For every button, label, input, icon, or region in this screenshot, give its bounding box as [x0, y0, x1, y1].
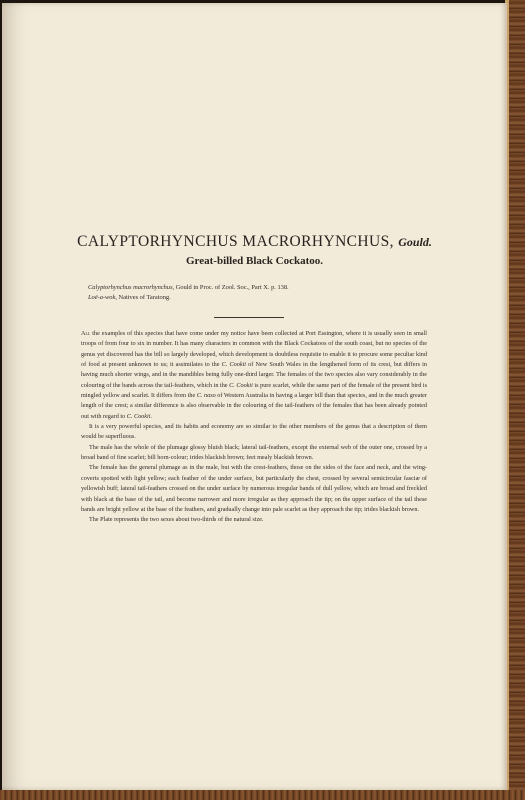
page-title — [2, 233, 507, 251]
paragraph-1: All the examples of this species that have come under my notice have been collected at Port Essington, where it is usually seen in small troops of from four to six in number. It has many characters in common with the Black Cockatoos of the south coast, but no species of the genus yet discovered has the bill so largely developed, which development is doubtless requisite to enable it to procure some peculiar kind of food at present unknown to us; it assimilates to the C. Cookii of New South Wales in the lengthened form of its crest, but differs in having much shorter wings, and in the mandibles being fully one-third larger. The females of the two species also vary considerably in the colouring of the bands across the tail-feathers, which in the C. Cookii is pure scarlet, while the same part of the female of the present bird is mingled yellow and scarlet. It differs from the C. naso of Western Australia in having a larger bill than that species, and in the much greater length of the crest; a similar difference is also observable in the colouring of the tail-feathers of the females that has been already pointed out with regard to C. Cookii. — [81, 330, 427, 420]
paragraph-2: It is a very powerful species, and its habits and economy are so similar to the other members of the genus that a description of them would be superfluous. — [81, 423, 427, 441]
common-name: Great-billed Black Cockatoo. — [186, 255, 323, 267]
synonymy-block — [88, 283, 448, 302]
book-binding-edge — [505, 0, 525, 800]
book-bottom-edge — [0, 790, 525, 800]
paragraph-5: The Plate represents the two sexes about two-thirds of the natural size. — [89, 516, 264, 524]
synonym-line-1: Calyptorhynchus macrorhynchus, Gould in Proc. of Zool. Soc., Part X. p. 138. — [88, 284, 289, 291]
paragraph-4: The female has the general plumage as in the male, but with the crest-feathers, those on the sides of the face and neck, and the wing-coverts spotted with light yellow; each feather of the under surface, but particularly the chest, crossed by several semicircular fasciæ of yellowish buff; lateral tail-feathers crossed on the under surface by numerous irregular bands of dull yellow, which are broad and freckled with black at the base of the tail, and become narrower and more irregular as they approach the tip; on the upper surface of the tail these bands are bright yellow at the base of the feathers, and gradually change into pale scarlet as they approach the tip; irides blackish brown. — [81, 464, 427, 513]
divider-rule — [214, 317, 284, 318]
species-name: CALYPTORHYNCHUS MACRORHYNCHUS, — [77, 233, 394, 250]
synonym-line-2: Loë-a-wok, Natives of Taratong. — [88, 293, 171, 301]
book-page — [2, 3, 507, 790]
description-text — [81, 329, 427, 526]
paragraph-3: The male has the whole of the plumage glossy bluish black; lateral tail-feathers, except the external web of the outer one, crossed by a broad band of fine scarlet; bill horn-colour; irides blackish brown; feet mealy blackish brown. — [81, 443, 427, 462]
species-author: Gould. — [398, 235, 432, 249]
